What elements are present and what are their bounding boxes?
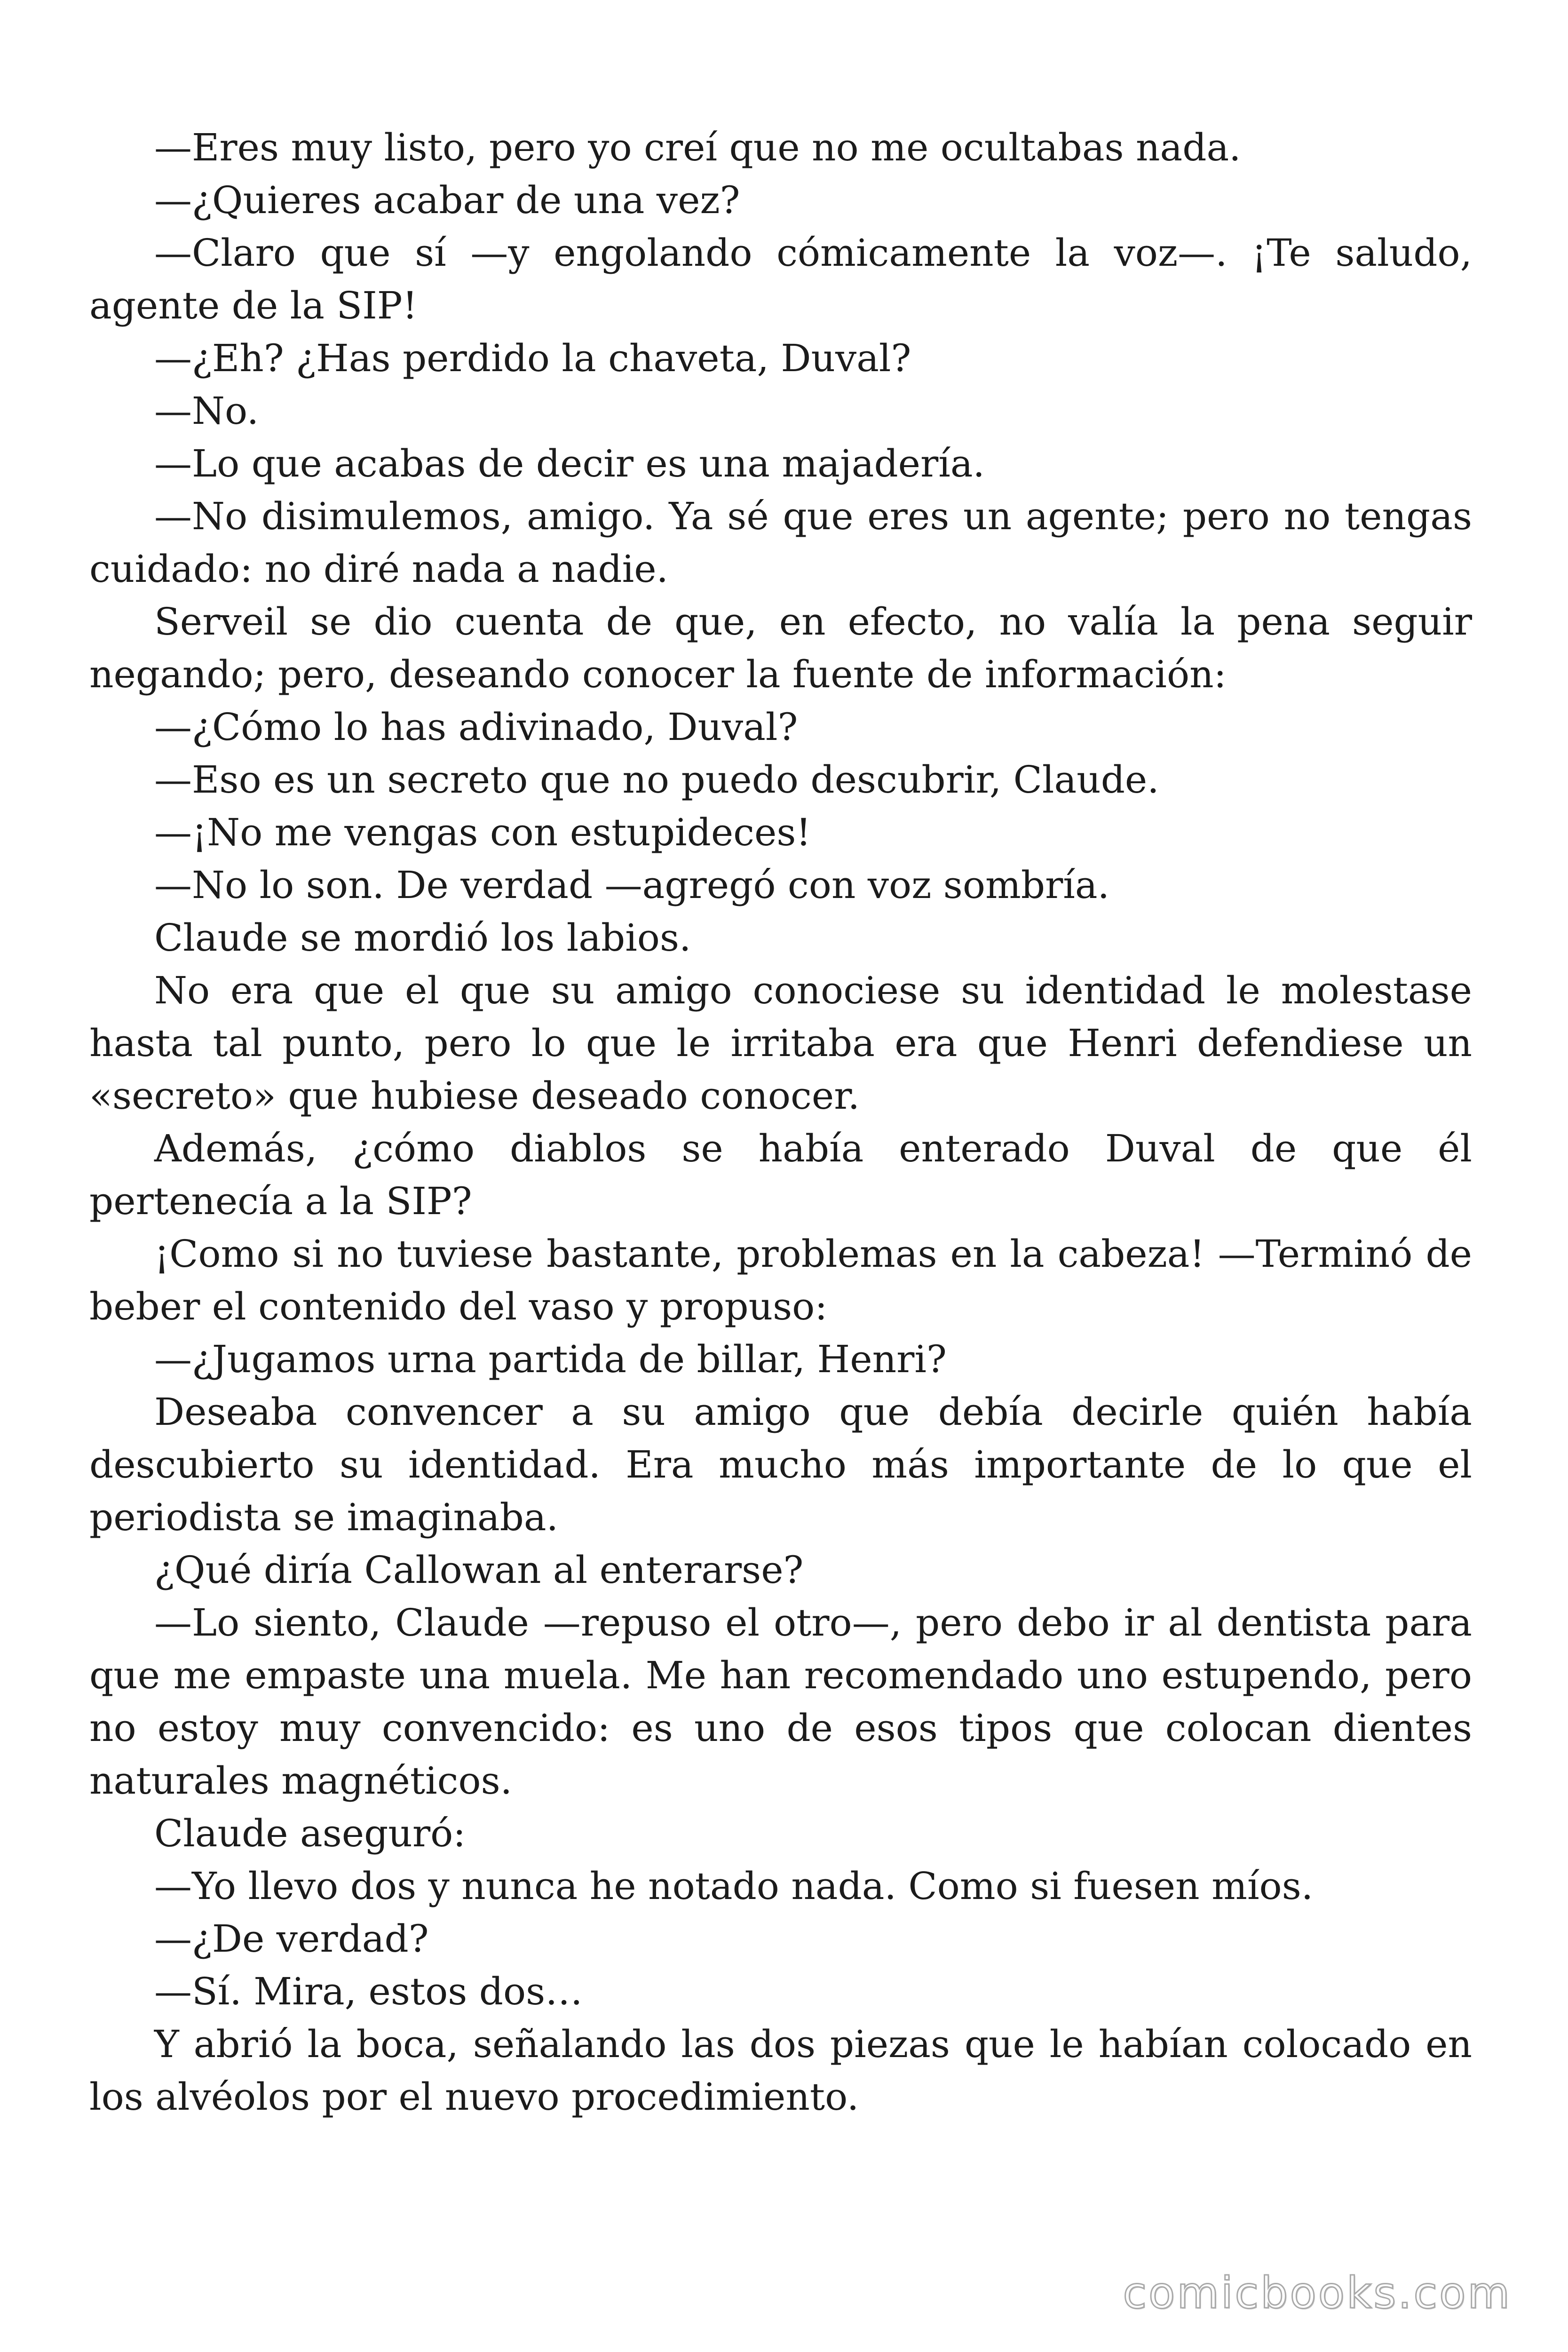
paragraph: —No disimulemos, amigo. Ya sé que eres un agente; pero no tengas cuidado: no diré nada a nadie. <box>89 494 1472 591</box>
paragraph: —Sí. Mira, estos dos… <box>154 1970 583 2013</box>
paragraph: —¿Eh? ¿Has perdido la chaveta, Duval? <box>154 336 911 380</box>
paragraph: —Yo llevo dos y nunca he notado nada. Como si fuesen míos. <box>154 1864 1314 1908</box>
paragraph: Deseaba convencer a su amigo que debía decirle quién había descubierto su identidad. Era mucho más importante de lo que el periodista se imaginaba. <box>89 1390 1472 1539</box>
paragraph: —¿Quieres acabar de una vez? <box>154 178 740 222</box>
paragraph: ¡Como si no tuviese bastante, problemas en la cabeza! —Terminó de beber el contenido del vaso y propuso: <box>89 1232 1472 1328</box>
paragraph: Claude se mordió los labios. <box>154 916 691 960</box>
paragraph: Además, ¿cómo diablos se había enterado Duval de que él pertenecía a la SIP? <box>89 1127 1472 1223</box>
paragraph: Serveil se dio cuenta de que, en efecto, no valía la pena seguir negando; pero, deseando conocer la fuente de información: <box>89 600 1472 696</box>
paragraph: —Claro que sí —y engolando cómicamente la voz—. ¡Te saludo, agente de la SIP! <box>89 231 1472 327</box>
paragraph: —Lo que acabas de decir es una majadería. <box>154 442 985 485</box>
paragraph: —No lo son. De verdad —agregó con voz sombría. <box>154 863 1110 907</box>
paragraph: —¿De verdad? <box>154 1917 429 1961</box>
body-text <box>89 121 1472 2123</box>
paragraph: ¿Qué diría Callowan al enterarse? <box>154 1548 804 1592</box>
paragraph: —¿Cómo lo has adivinado, Duval? <box>154 705 798 749</box>
paragraph: —Lo siento, Claude —repuso el otro—, pero debo ir al dentista para que me empaste una muela. Me han recomendado uno estupendo, pero no estoy muy convencido: es uno de esos tipos que colocan dientes naturales magnéticos. <box>89 1601 1472 1803</box>
watermark: comicbooks.com <box>1123 2268 1512 2318</box>
paragraph: Claude aseguró: <box>154 1812 466 1855</box>
paragraph: No era que el que su amigo conociese su identidad le molestase hasta tal punto, pero lo que le irritaba era que Henri defendiese un «secreto» que hubiese deseado conocer. <box>89 969 1472 1118</box>
paragraph: —Eres muy listo, pero yo creí que no me ocultabas nada. <box>154 126 1241 169</box>
paragraph: —¿Jugamos urna partida de billar, Henri? <box>154 1337 947 1381</box>
paragraph: Y abrió la boca, señalando las dos piezas que le habían colocado en los alvéolos por el nuevo procedimiento. <box>89 2022 1472 2119</box>
paragraph: —No. <box>154 389 259 433</box>
paragraph: —¡No me vengas con estupideces! <box>154 810 811 854</box>
paragraph: —Eso es un secreto que no puedo descubrir, Claude. <box>154 758 1159 802</box>
